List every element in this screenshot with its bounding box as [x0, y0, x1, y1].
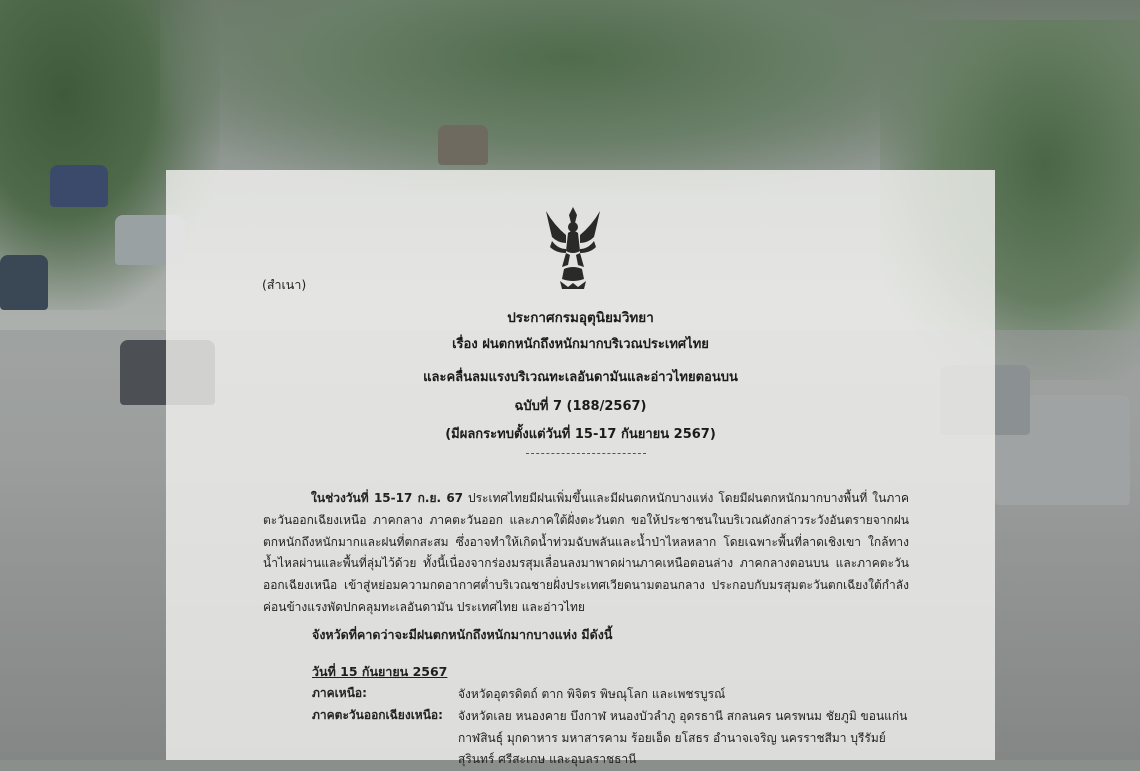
copy-tag: (สำเนา)	[262, 277, 307, 292]
car	[438, 125, 488, 165]
para-body: ประเทศไทยมีฝนเพิ่มขึ้นและมีฝนตกหนักบางแห่ง โดยมีฝนตกหนักมากบางพื้นที่ ในภาคตะวันออกเฉียงเหนือ ภาคกลาง ภาคตะวันออก และภาคใต้ฝั่งตะวันตก ขอให้ประชาชนในบริเวณดังกล่าวระวังอันตรายจากฝนตกหนักถึงหนักมากและฝนที่ตกสะสม ซึ่งอาจทำให้เกิดน้ำท่วมฉับพลันและน้ำป่าไหลหลาก โดยเฉพาะพื้นที่ลาดเชิงเขา ใกล้ทางน้ำไหลผ่านและพื้นที่ลุ่มไว้ด้วย ทั้งนี้เนื่องจากร่องมรสุมเลื่อนลงมาพาดผ่านภาคเหนือตอนล่าง ภาคกลางตอนบน และภาคตะวันออกเฉียงเหนือ เข้าสู่หย่อมความกดอากาศต่ำบริเวณชายฝั่งประเทศเวียดนามตอนกลาง ประกอบกับมรสุมตะวันตกเฉียงใต้กำลังค่อนข้างแรงพัดปกคลุมทะเลอันดามัน ประเทศไทย และอ่าวไทย	[263, 491, 910, 614]
subject-line-1: เรื่อง ฝนตกหนักถึงหนักมากบริเวณประเทศไทย	[452, 337, 709, 352]
region-provinces: จังหวัดเลย หนองคาย บึงกาฬ หนองบัวลำภู อุดรธานี สกลนคร นครพนม ชัยภูมิ ขอนแก่น กาฬสินธุ์ มุกดาหาร มหาสารคาม ร้อยเอ็ด ยโสธร อำนาจเจริญ นครราชสีมา บุรีรัมย์ สุรินทร์ ศรีสะเกษ และอุบลราชธานี	[458, 709, 908, 766]
region-provinces: จังหวัดอุตรดิตถ์ ตาก พิจิตร พิษณุโลก และเพชรบูรณ์	[458, 687, 726, 701]
garuda-emblem-icon	[544, 203, 602, 289]
body-paragraph	[263, 488, 909, 619]
day-heading: วันที่ 15 กันยายน 2567	[312, 664, 448, 679]
region-label: ภาคตะวันออกเฉียงเหนือ:	[312, 708, 443, 722]
effect-period: (มีผลกระทบตั้งแต่วันที่ 15-17 กันยายน 2567)	[445, 427, 716, 442]
document-title: ประกาศกรมอุตุนิยมวิทยา	[507, 310, 654, 326]
car	[50, 165, 108, 207]
trees-top	[160, 0, 980, 190]
provinces-heading: จังหวัดที่คาดว่าจะมีฝนตกหนักถึงหนักมากบางแห่ง มีดังนี้	[312, 627, 613, 642]
announcement-document	[166, 170, 995, 766]
issue-number: ฉบับที่ 7 (188/2567)	[514, 399, 647, 414]
car	[0, 255, 48, 310]
region-label: ภาคเหนือ:	[312, 686, 367, 700]
divider	[526, 453, 646, 454]
para-lead: ในช่วงวันที่ 15-17 ก.ย. 67	[311, 491, 464, 505]
subject-line-2: และคลื่นลมแรงบริเวณทะเลอันดามันและอ่าวไทยตอนบน	[423, 370, 738, 385]
